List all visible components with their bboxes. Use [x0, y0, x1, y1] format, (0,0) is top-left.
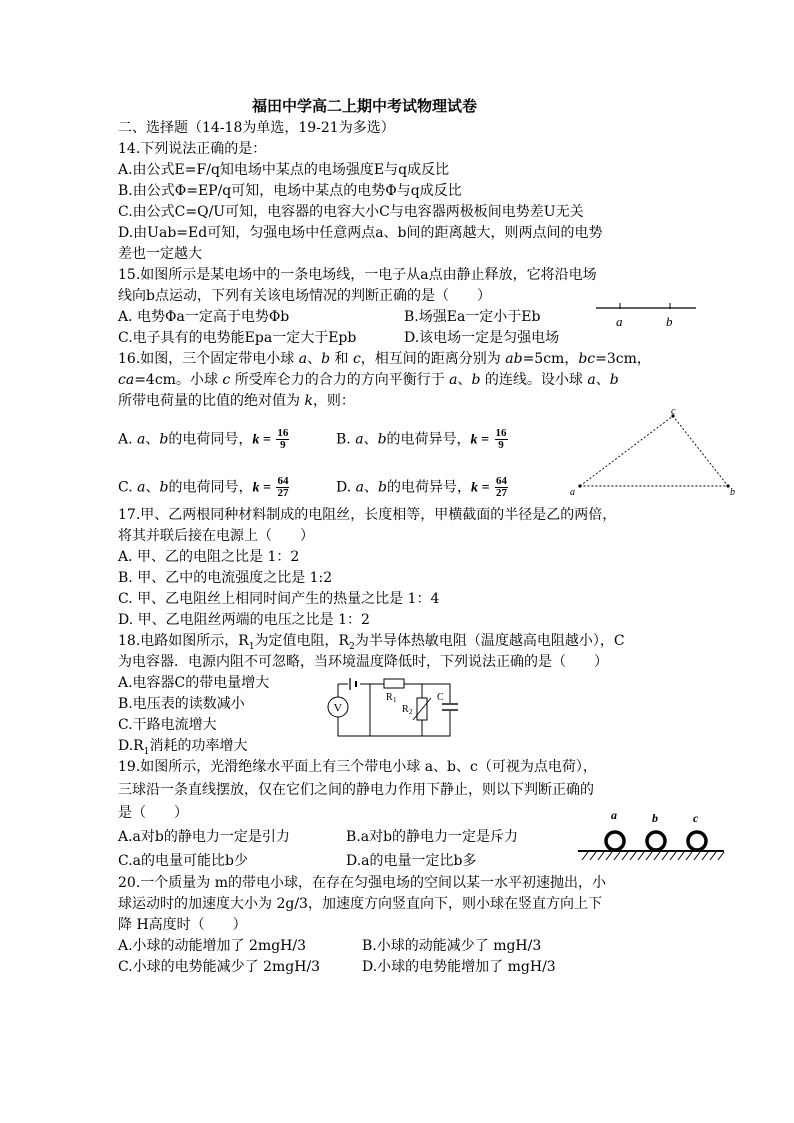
q19-stem-cont: 三球沿一条直线摆放，仅在它们之间的静电力作用下静止，则以下判断正确的 — [118, 782, 594, 798]
q19-option-a: A.a对b的静电力一定是引力 — [118, 829, 290, 845]
q15-field-line-figure — [596, 296, 696, 332]
q20-option-c: C.小球的电势能减少了 2mgH/3 — [118, 959, 321, 975]
q20-option-b: B.小球的动能减少了 mgH/3 — [362, 938, 542, 954]
q18-stem-cont: 为电容器．电源内阻不可忽略，当环境温度降低时，下列说法正确的是（ ） — [118, 654, 608, 670]
q15-option-b: B.场强Ea一定小于Eb — [404, 309, 541, 325]
triangle-abc — [580, 416, 728, 486]
ball-b — [647, 832, 665, 850]
q15-option-a: A. 电势Φa一定高于电势Φb — [118, 309, 290, 325]
q18-stem: 18.电路如图所示，$R_1$为定值电阻，$R_2$为半导体热敏电阻（温度越高电阻越小），C — [118, 633, 625, 652]
svg-text:R: R — [386, 692, 393, 703]
q20-option-d: D.小球的电势能增加了 mgH/3 — [362, 959, 556, 975]
q17-option-c: C. 甲、乙电阻丝上相同时间产生的热量之比是 1：4 — [118, 591, 440, 607]
vertex-a-label: a — [570, 487, 575, 498]
q19-stem: 19.如图所示，光滑绝缘水平面上有三个带电小球 a、b、c（可视为点电荷）， — [118, 759, 597, 775]
q20-stem-cont-2: 降 H高度时（ ） — [118, 917, 247, 933]
q15-stem-cont: 线向b点运动，下列有关该电场情况的判断正确的是（ ） — [118, 288, 491, 304]
q16-option-b: B. a、b的电荷异号，k = $\frac{16}{9}$ — [336, 427, 507, 451]
q15-option-d: D.该电场一定是匀强电场 — [404, 330, 560, 346]
q19-option-b: B.a对b的静电力一定是斥力 — [346, 829, 519, 845]
point-b-label: b — [666, 314, 673, 329]
section-heading: 二、选择题（14-18为单选，19-21为多选） — [118, 120, 395, 136]
q17-option-d: D. 甲、乙电阻丝两端的电压之比是 1：2 — [118, 612, 370, 628]
q18-option-d: $D.R_1$消耗的功率增大 — [118, 738, 248, 757]
q20-stem-cont: 球运动时的加速度大小为 2g/3，加速度方向竖直向下，则小球在竖直方向上下 — [118, 896, 602, 912]
q15-option-c: C.电子具有的电势能Epa一定大于Epb — [118, 330, 357, 346]
q14-option-d: D.由Uab=Ed可知，匀强电场中任意两点a、b间的距离越大，则两点间的电势 — [118, 225, 603, 241]
svg-text:1: 1 — [393, 696, 397, 704]
q14-option-c: C.由公式C=Q/U可知，电容器的电容大小C与电容器两极板间电势差U无关 — [118, 204, 584, 220]
q19-option-d: D.a的电量一定比b多 — [346, 853, 477, 869]
q14-option-d-cont: 差也一定越大 — [118, 246, 202, 262]
page-title: 福田中学高二上期中考试物理试卷 — [252, 97, 478, 115]
q19-balls-figure — [578, 808, 724, 866]
q14-option-b: B.由公式Φ=EP/q可知，电场中某点的电势Φ与q成反比 — [118, 183, 462, 199]
q20-option-a: A.小球的动能增加了 2mgH/3 — [118, 938, 306, 954]
q18-circuit-figure — [322, 670, 472, 742]
q18-option-b: B.电压表的读数减小 — [118, 696, 245, 712]
svg-text:C: C — [437, 692, 444, 703]
q18-option-c: C.干路电流增大 — [118, 717, 217, 733]
q17-stem: 17.甲、乙两根同种材料制成的电阻丝，长度相等，甲横截面的半径是乙的两倍， — [118, 507, 617, 523]
q16-stem-cont-2: 所带电荷量的比值的绝对值为 k，则： — [118, 393, 355, 409]
q14-stem: 14.下列说法正确的是： — [118, 141, 267, 157]
svg-text:V: V — [333, 700, 343, 715]
q16-option-c: C. a、b的电荷同号，k = $\frac{64}{27}$ — [118, 475, 289, 499]
q17-option-b: B. 甲、乙中的电流强度之比是 1:2 — [118, 570, 333, 586]
q14-option-a: A.由公式E=F/q知电场中某点的电场强度E与q成反比 — [118, 162, 450, 178]
q16-option-a: A. a、b的电荷同号，k = $\frac{16}{9}$ — [118, 427, 289, 451]
vertex-c-label: c — [671, 406, 676, 417]
svg-text:2: 2 — [409, 708, 413, 716]
q18-option-a: A.电容器C的带电量增大 — [118, 675, 270, 691]
svg-text:R: R — [402, 704, 409, 715]
ball-c — [688, 832, 706, 850]
q16-option-d: D. a、b的电荷异号，k = $\frac{64}{27}$ — [336, 475, 507, 499]
ball-a-label: a — [611, 808, 617, 822]
ground-hatching — [582, 852, 724, 860]
point-a-label: a — [616, 314, 623, 329]
q16-triangle-figure — [568, 408, 738, 496]
resistor-r1 — [384, 679, 404, 688]
ball-a — [606, 832, 624, 850]
q15-stem: 15.如图所示是某电场中的一条电场线，一电子从a点由静止释放，它将沿电场 — [118, 267, 597, 283]
q19-option-c: C.a的电量可能比b少 — [118, 853, 248, 869]
ball-c-label: c — [693, 811, 699, 825]
q17-option-a: A. 甲、乙的电阻之比是 1：2 — [118, 549, 300, 565]
ball-b-label: b — [652, 811, 658, 825]
q16-stem-cont: ca=4cm。小球 c 所受库仑力的合力的方向平衡行于 a、b 的连线。设小球 a、b — [118, 372, 619, 388]
q16-stem: 16.如图，三个固定带电小球 a、b 和 c，相互间的距离分别为 ab=5cm，bc=3cm， — [118, 351, 651, 367]
q19-stem-cont-2: 是（ ） — [118, 805, 188, 821]
vertex-b-label: b — [730, 487, 735, 498]
q17-stem-cont: 将其并联后接在电源上（ ） — [118, 528, 314, 544]
q20-stem: 20.一个质量为 m的带电小球，在存在匀强电场的空间以某一水平初速抛出，小 — [118, 875, 606, 891]
